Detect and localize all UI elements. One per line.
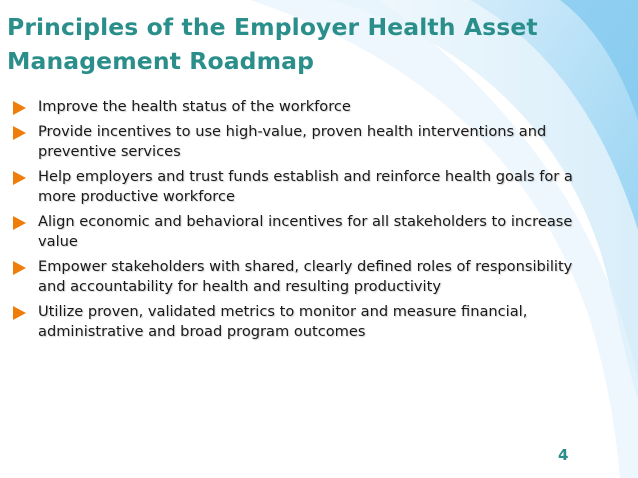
bullet-item: [13, 167, 573, 207]
bullet-item: [13, 302, 573, 342]
orange-triangle-arrow-icon: [13, 171, 26, 185]
bullet-item: [13, 212, 573, 252]
bullet-text: Align economic and behavioral incentives for all stakeholders to increase value: [38, 213, 573, 250]
orange-triangle-arrow-icon: [13, 306, 26, 320]
bullet-item: [13, 97, 573, 117]
orange-triangle-arrow-icon: [13, 126, 26, 140]
slide-title: Principles of the Employer Health Asset Management Roadmap: [7, 13, 538, 75]
orange-triangle-arrow-icon: [13, 216, 26, 230]
bullet-list: [13, 97, 573, 347]
page-number: 4: [558, 446, 569, 464]
bullet-text: Improve the health status of the workforce: [38, 98, 351, 115]
orange-triangle-arrow-icon: [13, 261, 26, 275]
bullet-item: [13, 122, 573, 162]
orange-triangle-arrow-icon: [13, 101, 26, 115]
bullet-text: Empower stakeholders with shared, clearly defined roles of responsibility and accountability for health and resulting productivity: [38, 258, 573, 295]
bullet-text: Provide incentives to use high-value, proven health interventions and preventive services: [38, 123, 547, 160]
bullet-text: Help employers and trust funds establish and reinforce health goals for a more productive workforce: [38, 168, 573, 205]
bullet-item: [13, 257, 573, 297]
bullet-text: Utilize proven, validated metrics to monitor and measure financial, administrative and broad program outcomes: [38, 303, 528, 340]
